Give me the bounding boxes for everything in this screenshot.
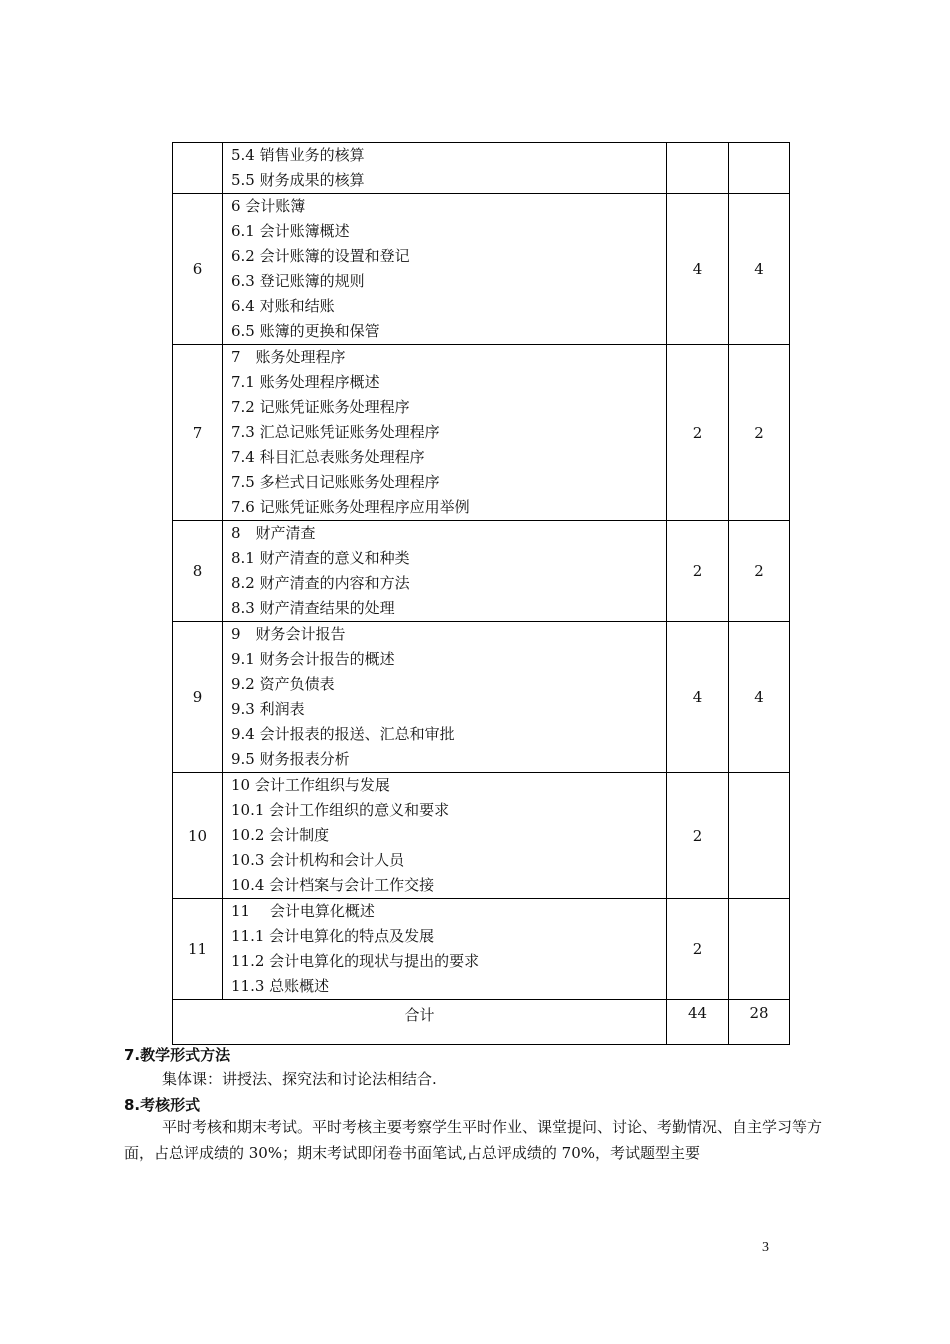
topic-line: 6.5 账簿的更换和保管 [231, 322, 380, 340]
topics-cell [223, 194, 667, 345]
table-row [173, 622, 790, 773]
topic-line: 9.3 利润表 [231, 700, 305, 718]
topic-line: 9 财务会计报告 [231, 625, 346, 643]
topic-line: 10.1 会计工作组织的意义和要求 [231, 801, 450, 819]
topic-line: 11.1 会计电算化的特点及发展 [231, 927, 435, 945]
topic-line: 9.1 财务会计报告的概述 [231, 650, 395, 668]
topics-cell [223, 899, 667, 1000]
topic-line: 7.3 汇总记账凭证账务处理程序 [231, 423, 440, 441]
topic-line: 9.2 资产负债表 [231, 675, 335, 693]
total-hours-cell [667, 143, 729, 194]
topic-line: 8.2 财产清查的内容和方法 [231, 574, 410, 592]
section-8-text: 平时考核和期末考试。平时考核主要考察学生平时作业、课堂提问、讨论、考勤情况、自主学习等方面，占总评成绩的 30%；期末考试即闭卷书面笔试,占总评成绩的 70%，考试题型主要 [124, 1118, 823, 1162]
lecture-hours-cell [729, 899, 790, 1000]
topic-line: 10.4 会计档案与会计工作交接 [231, 876, 435, 894]
topic-line: 10.2 会计制度 [231, 826, 330, 844]
total-hours-cell: 2 [667, 521, 729, 622]
total-hours-cell: 4 [667, 194, 729, 345]
total-hours-sum: 44 [667, 1000, 729, 1045]
topic-line: 7 账务处理程序 [231, 348, 346, 366]
lecture-hours-cell: 2 [729, 345, 790, 521]
topic-line: 9.4 会计报表的报送、汇总和审批 [231, 725, 455, 743]
table-row [173, 773, 790, 899]
table-row [173, 345, 790, 521]
total-hours-cell: 2 [667, 345, 729, 521]
topic-line: 6.2 会计账簿的设置和登记 [231, 247, 410, 265]
lecture-hours-sum: 28 [729, 1000, 790, 1045]
total-label: 合计 [173, 1000, 667, 1045]
topic-line: 7.5 多栏式日记账账务处理程序 [231, 473, 440, 491]
table-row [173, 143, 790, 194]
topic-line: 6.1 会计账簿概述 [231, 222, 350, 240]
section-8-heading: 8.考核形式 [124, 1096, 201, 1114]
total-hours-cell: 2 [667, 773, 729, 899]
lecture-hours-cell: 4 [729, 622, 790, 773]
topic-line: 7.2 记账凭证账务处理程序 [231, 398, 410, 416]
topics-cell [223, 521, 667, 622]
lesson-number-cell: 6 [173, 194, 223, 345]
lecture-hours-cell: 4 [729, 194, 790, 345]
topics-cell [223, 143, 667, 194]
topic-line: 11 会计电算化概述 [231, 902, 375, 920]
section-7-heading: 7.教学形式方法 [124, 1046, 231, 1064]
topic-line: 8 财产清查 [231, 524, 316, 542]
lesson-number-cell: 9 [173, 622, 223, 773]
total-row [173, 1000, 790, 1045]
lesson-number-cell: 11 [173, 899, 223, 1000]
topic-line: 11.3 总账概述 [231, 977, 330, 995]
lesson-number-cell [173, 143, 223, 194]
topic-line: 6 会计账簿 [231, 197, 306, 215]
lesson-number-cell: 7 [173, 345, 223, 521]
topic-line: 10 会计工作组织与发展 [231, 776, 390, 794]
lesson-number-cell: 10 [173, 773, 223, 899]
section-7-text: 集体课：讲授法、探究法和讨论法相结合. [162, 1070, 437, 1088]
topic-line: 6.3 登记账簿的规则 [231, 272, 365, 290]
topic-line: 5.4 销售业务的核算 [231, 146, 365, 164]
lecture-hours-cell [729, 773, 790, 899]
table-row [173, 194, 790, 345]
topic-line: 10.3 会计机构和会计人员 [231, 851, 405, 869]
course-outline-table [172, 142, 790, 1045]
table-body [173, 143, 790, 1045]
topic-line: 7.6 记账凭证账务处理程序应用举例 [231, 498, 470, 516]
topics-cell [223, 622, 667, 773]
lecture-hours-cell: 2 [729, 521, 790, 622]
total-hours-cell: 4 [667, 622, 729, 773]
topic-line: 8.3 财产清查结果的处理 [231, 599, 395, 617]
topic-line: 6.4 对账和结账 [231, 297, 335, 315]
table-row [173, 521, 790, 622]
topic-line: 7.4 科目汇总表账务处理程序 [231, 448, 425, 466]
table-row [173, 899, 790, 1000]
total-hours-cell: 2 [667, 899, 729, 1000]
topic-line: 7.1 账务处理程序概述 [231, 373, 380, 391]
lesson-number-cell: 8 [173, 521, 223, 622]
topic-line: 5.5 财务成果的核算 [231, 171, 365, 189]
lecture-hours-cell [729, 143, 790, 194]
topics-cell [223, 345, 667, 521]
topic-line: 9.5 财务报表分析 [231, 750, 350, 768]
topic-line: 11.2 会计电算化的现状与提出的要求 [231, 952, 480, 970]
page-number: 3 [762, 1240, 769, 1255]
topics-cell [223, 773, 667, 899]
topic-line: 8.1 财产清查的意义和种类 [231, 549, 410, 567]
